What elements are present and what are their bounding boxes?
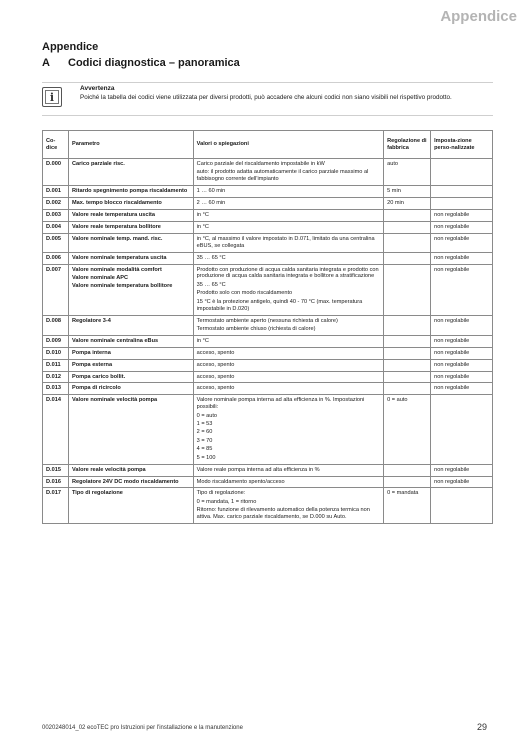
table-row [43,186,493,198]
custom-setting-cell: non regolabile [431,347,493,359]
factory-setting-cell [384,359,431,371]
custom-setting-cell: non regolabile [431,335,493,347]
parameter-cell [68,159,193,186]
custom-setting-cell [431,159,493,186]
value-line: acceso, spento [196,385,235,392]
custom-setting-cell: non regolabile [431,233,493,252]
code-cell: D.016 [43,476,69,488]
parameter-line: Pompa esterna [71,361,113,368]
factory-setting-cell [384,264,431,315]
value-line: 35 … 65 °C [196,254,226,261]
parameter-cell [68,359,193,371]
value-line: 1 = 53 [196,421,213,428]
parameter-cell [68,371,193,383]
sub-title [42,57,240,69]
header-values: Valori o spiegazioni [193,131,383,159]
table-row [43,395,493,464]
value-line: 1 … 60 min [196,188,226,195]
parameter-cell [68,233,193,252]
value-line: Modo riscaldamento spento/acceso [196,478,285,485]
parameter-cell [68,264,193,315]
factory-setting-cell [384,476,431,488]
parameter-cell [68,221,193,233]
parameter-line: Valore nominale APC [71,274,129,281]
custom-setting-cell: non regolabile [431,221,493,233]
value-line: 4 = 85 [196,446,213,453]
value-line: 0 = auto [196,412,218,419]
header-factory: Regolazione di fabbrica [384,131,431,159]
table-body [43,159,493,524]
custom-setting-cell: non regolabile [431,359,493,371]
value-line: acceso, spento [196,361,235,368]
parameter-line: Regolatore 3-4 [71,317,111,324]
code-cell: D.014 [43,395,69,464]
parameter-line: Pompa interna [71,349,111,356]
custom-setting-cell: non regolabile [431,371,493,383]
custom-setting-cell: non regolabile [431,476,493,488]
footer-doc-ref: 0020248014_02 ecoTEC pro Istruzioni per l'installazione e la manutenzione [42,725,243,731]
custom-setting-cell: non regolabile [431,252,493,264]
values-cell [193,464,383,476]
parameter-line: Valore nominale temp. mand. risc. [71,235,163,242]
parameter-line: Valore nominale temperatura bollitore [71,283,173,290]
code-cell: D.009 [43,335,69,347]
table-row [43,476,493,488]
values-cell [193,476,383,488]
parameter-line: Tipo di regolazione [71,490,123,497]
code-cell: D.004 [43,221,69,233]
table-row [43,359,493,371]
parameter-line: Valore nominale velocità pompa [71,397,158,404]
code-cell: D.015 [43,464,69,476]
section-title: Appendice [42,41,99,53]
parameter-line: Regolatore 24V DC modo riscaldamento [71,478,179,485]
parameter-line: Pompa carico bollit. [71,373,126,380]
value-line: acceso, spento [196,373,235,380]
values-cell [193,210,383,222]
value-line: Ritorno: funzione di rilevamento automatico della potenza termica non attiva. Max. carico parziale riscaldamento, se D.000 su Auto. [196,507,370,521]
values-cell [193,359,383,371]
custom-setting-cell [431,395,493,464]
value-line: Tipo di regolazione: [196,490,246,497]
parameter-line: Max. tempo blocco riscaldamento [71,200,162,207]
custom-setting-cell: non regolabile [431,464,493,476]
code-cell: D.003 [43,210,69,222]
diagnostic-codes-table [42,130,493,524]
value-line: Termostato ambiente chiuso (richiesta di calore) [196,325,316,332]
table-row [43,159,493,186]
page-number: 29 [477,722,488,732]
table-row [43,488,493,524]
table-row [43,198,493,210]
values-cell [193,159,383,186]
factory-setting-cell [384,371,431,383]
factory-setting-cell [384,464,431,476]
values-cell [193,383,383,395]
table-row [43,347,493,359]
parameter-cell [68,252,193,264]
code-cell: D.012 [43,371,69,383]
value-line: Termostato ambiente aperto (nessuna richiesta di calore) [196,317,338,324]
custom-setting-cell: non regolabile [431,315,493,335]
value-line: 5 = 100 [196,454,216,461]
factory-setting-cell [384,383,431,395]
value-line: Prodotto solo con modo riscaldamento [196,290,293,297]
code-cell: D.013 [43,383,69,395]
table-header-row [43,131,493,159]
table-row [43,315,493,335]
header-code: Co-dice [43,131,69,159]
factory-setting-cell [384,347,431,359]
parameter-cell [68,186,193,198]
value-line: Prodotto con produzione di acqua calda sanitaria integrata e prodotto con produzione di acqua calda sanitaria integrata e bollitore a stratificazione [196,266,379,280]
values-cell [193,488,383,524]
value-line: in °C [196,337,209,344]
parameter-cell [68,335,193,347]
factory-setting-cell [384,233,431,252]
values-cell [193,186,383,198]
value-line: 2 … 60 min [196,200,226,207]
code-cell: D.017 [43,488,69,524]
value-line: Valore nominale pompa interna ad alta efficienza in %. Impostazioni possibili: [196,397,365,411]
sub-title-letter: A [42,57,50,69]
value-line: 2 = 60 [196,429,213,436]
parameter-line: Carico parziale risc. [71,161,125,167]
code-cell: D.006 [43,252,69,264]
factory-setting-cell: 5 min [384,186,431,198]
factory-setting-cell: 20 min [384,198,431,210]
parameter-cell [68,198,193,210]
code-cell: D.000 [43,159,69,186]
parameter-cell [68,464,193,476]
header-param: Parametro [68,131,193,159]
parameter-line: Valore nominale temperatura uscita [71,254,167,261]
page-header [0,0,531,30]
values-cell [193,347,383,359]
sub-title-text: Codici diagnostica – panoramica [68,57,240,69]
table-row [43,464,493,476]
value-line: 0 = mandata, 1 = ritorno [196,498,257,505]
values-cell [193,233,383,252]
code-cell: D.001 [43,186,69,198]
parameter-cell [68,488,193,524]
info-icon: i [42,87,62,107]
parameter-cell [68,347,193,359]
factory-setting-cell: 0 = mandata [384,488,431,524]
parameter-cell [68,395,193,464]
custom-setting-cell: non regolabile [431,210,493,222]
parameter-line: Valore reale velocità pompa [71,466,146,473]
table-row [43,252,493,264]
value-line: Carico parziale del riscaldamento impostabile in kW [196,161,325,167]
parameter-cell [68,315,193,335]
factory-setting-cell [384,315,431,335]
factory-setting-cell [384,335,431,347]
parameter-cell [68,210,193,222]
code-cell: D.010 [43,347,69,359]
parameter-line: Valore reale temperatura bollitore [71,223,161,230]
values-cell [193,335,383,347]
table-row [43,210,493,222]
table-row [43,335,493,347]
code-cell: D.007 [43,264,69,315]
values-cell [193,315,383,335]
value-line: in °C [196,223,209,230]
custom-setting-cell: non regolabile [431,264,493,315]
table-row [43,383,493,395]
parameter-line: Ritardo spegnimento pompa riscaldamento [71,188,188,195]
factory-setting-cell: 0 = auto [384,395,431,464]
code-cell: D.008 [43,315,69,335]
code-cell: D.011 [43,359,69,371]
table-row [43,233,493,252]
parameter-cell [68,476,193,488]
factory-setting-cell: auto [384,159,431,186]
table-row [43,264,493,315]
value-line: in °C, al massimo il valore impostato in D.071, limitato da una centralina eBUS, se collegata [196,235,375,249]
value-line: 15 °C è la protezione antigelo, quindi 40 - 70 °C (max. temperatura impostabile in D.020) [196,298,363,312]
note-box [42,82,493,116]
parameter-line: Valore nominale centralina eBus [71,337,159,344]
value-line: Valore reale pompa interna ad alta efficienza in % [196,466,320,473]
header-custom: Imposta-zione perso-nalizzate [431,131,493,159]
values-cell [193,221,383,233]
custom-setting-cell [431,186,493,198]
value-line: auto: il prodotto adatta automaticamente il carico parziale massimo al fabbisogno corrente dell'impianto [196,169,369,183]
factory-setting-cell [384,252,431,264]
factory-setting-cell [384,210,431,222]
note-text: Poiché la tabella dei codici viene utilizzata per diversi prodotti, può accadere che alcuni codici non siano visibili nel rispettivo prodotto. [80,94,452,101]
table-row [43,371,493,383]
code-cell: D.002 [43,198,69,210]
values-cell [193,395,383,464]
value-line: acceso, spento [196,349,235,356]
values-cell [193,264,383,315]
parameter-line: Valore reale temperatura uscita [71,212,155,219]
table-row [43,221,493,233]
custom-setting-cell [431,488,493,524]
value-line: in °C [196,212,209,219]
custom-setting-cell: non regolabile [431,383,493,395]
parameter-cell [68,383,193,395]
values-cell [193,252,383,264]
parameter-line: Valore nominale modalità comfort [71,266,162,273]
code-cell: D.005 [43,233,69,252]
value-line: 35 … 65 °C [196,281,226,288]
note-heading: Avvertenza [80,85,115,92]
parameter-line: Pompa di ricircolo [71,385,121,392]
value-line: 3 = 70 [196,437,213,444]
values-cell [193,198,383,210]
factory-setting-cell [384,221,431,233]
header-title: Appendice [440,8,517,25]
custom-setting-cell [431,198,493,210]
values-cell [193,371,383,383]
